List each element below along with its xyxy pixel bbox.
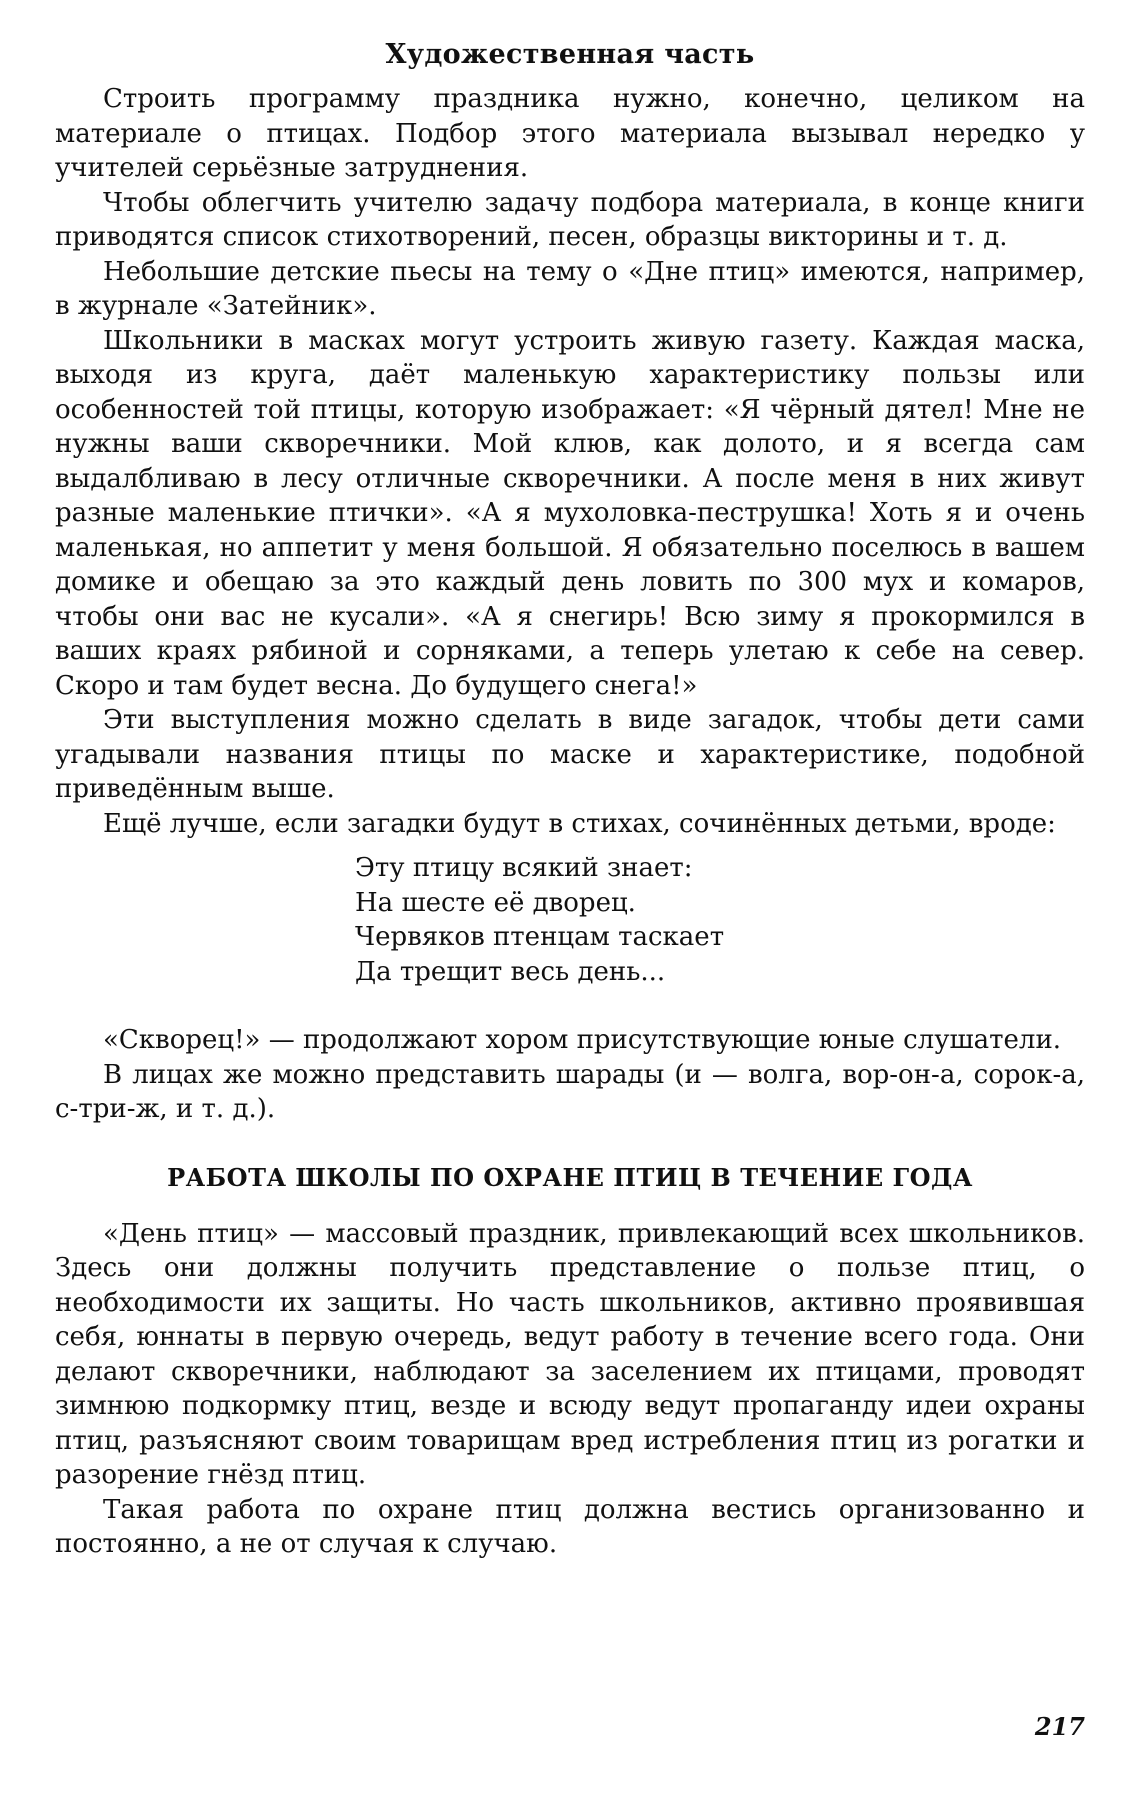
poem bbox=[355, 851, 1085, 989]
paragraph: Эти выступления можно сделать в виде загадок, чтобы дети сами угадывали названия птицы по маске и характеристике, подобной приведённым выше. bbox=[55, 705, 1085, 804]
section2-title: РАБОТА ШКОЛЫ ПО ОХРАНЕ ПТИЦ В ТЕЧЕНИЕ ГОДА bbox=[167, 1162, 973, 1192]
paragraph: «День птиц» — массовый праздник, привлекающий всех школьников. Здесь они должны получить представление о пользе птиц, о необходимости их защиты. Но часть школьников, активно проявившая себя, юннаты в первую очередь, ведут работу в течение всего года. Они делают скворечники, наблюдают за заселением их птицами, проводят зимнюю подкормку птиц, везде и всюду ведут пропаганду идеи охраны птиц, разъясняют своим товарищам вред истребления птиц из рогатки и разорение гнёзд птиц. bbox=[55, 1218, 1085, 1490]
paragraph: Небольшие детские пьесы на тему о «Дне птиц» имеются, например, в журнале «Затейник». bbox=[55, 256, 1085, 321]
paragraph: Ещё лучше, если загадки будут в стихах, сочинённых детьми, вроде: bbox=[103, 808, 1056, 839]
page-number: 217 bbox=[1034, 1712, 1085, 1741]
poem-line: На шесте её дворец. bbox=[355, 887, 636, 918]
paragraph: В лицах же можно представить шарады (и — волга, вор-он-а, сорок-а, с-три-ж, и т. д.). bbox=[55, 1059, 1085, 1124]
paragraph: Школьники в масках могут устроить живую газету. Каждая маска, выходя из круга, даёт маленькую характеристику пользы или особенностей той птицы, которую изображает: «Я чёрный дятел! Мне не нужны ваши скворечники. Мой клюв, как долото, и я всегда сам выдалбливаю в лесу отличные скворечники. А после меня в них живут разные маленькие птички». «А я мухоловка-пеструшка! Хоть я и очень маленькая, но аппетит у меня большой. Я обязательно поселюсь в вашем домике и обещаю за это каждый день ловить по 300 мух и комаров, чтобы они вас не кусали». «А я снегирь! Всю зиму я прокормился в ваших краях рябиной и сорняками, а теперь улетаю к себе на север. Скоро и там будет весна. До будущего снега!» bbox=[55, 325, 1085, 701]
paragraph: Такая работа по охране птиц должна вестись организованно и постоянно, а не от случая к случаю. bbox=[55, 1494, 1085, 1559]
section-title: Художественная часть bbox=[385, 39, 755, 70]
paragraph: «Скворец!» — продолжают хором присутствующие юные слушатели. bbox=[103, 1025, 1062, 1055]
poem-line: Да трещит весь день... bbox=[355, 956, 666, 987]
paragraph: Строить программу праздника нужно, конечно, целиком на материале о птицах. Подбор этого материала вызывал нередко у учителей серьёзные затруднения. bbox=[55, 84, 1085, 183]
poem-line: Червяков птенцам таскает bbox=[355, 922, 725, 952]
paragraph: Чтобы облегчить учителю задачу подбора материала, в конце книги приводятся список стихотворений, песен, образцы викторины и т. д. bbox=[55, 187, 1085, 252]
page bbox=[55, 38, 1085, 1562]
poem-line: Эту птицу всякий знает: bbox=[355, 853, 693, 883]
